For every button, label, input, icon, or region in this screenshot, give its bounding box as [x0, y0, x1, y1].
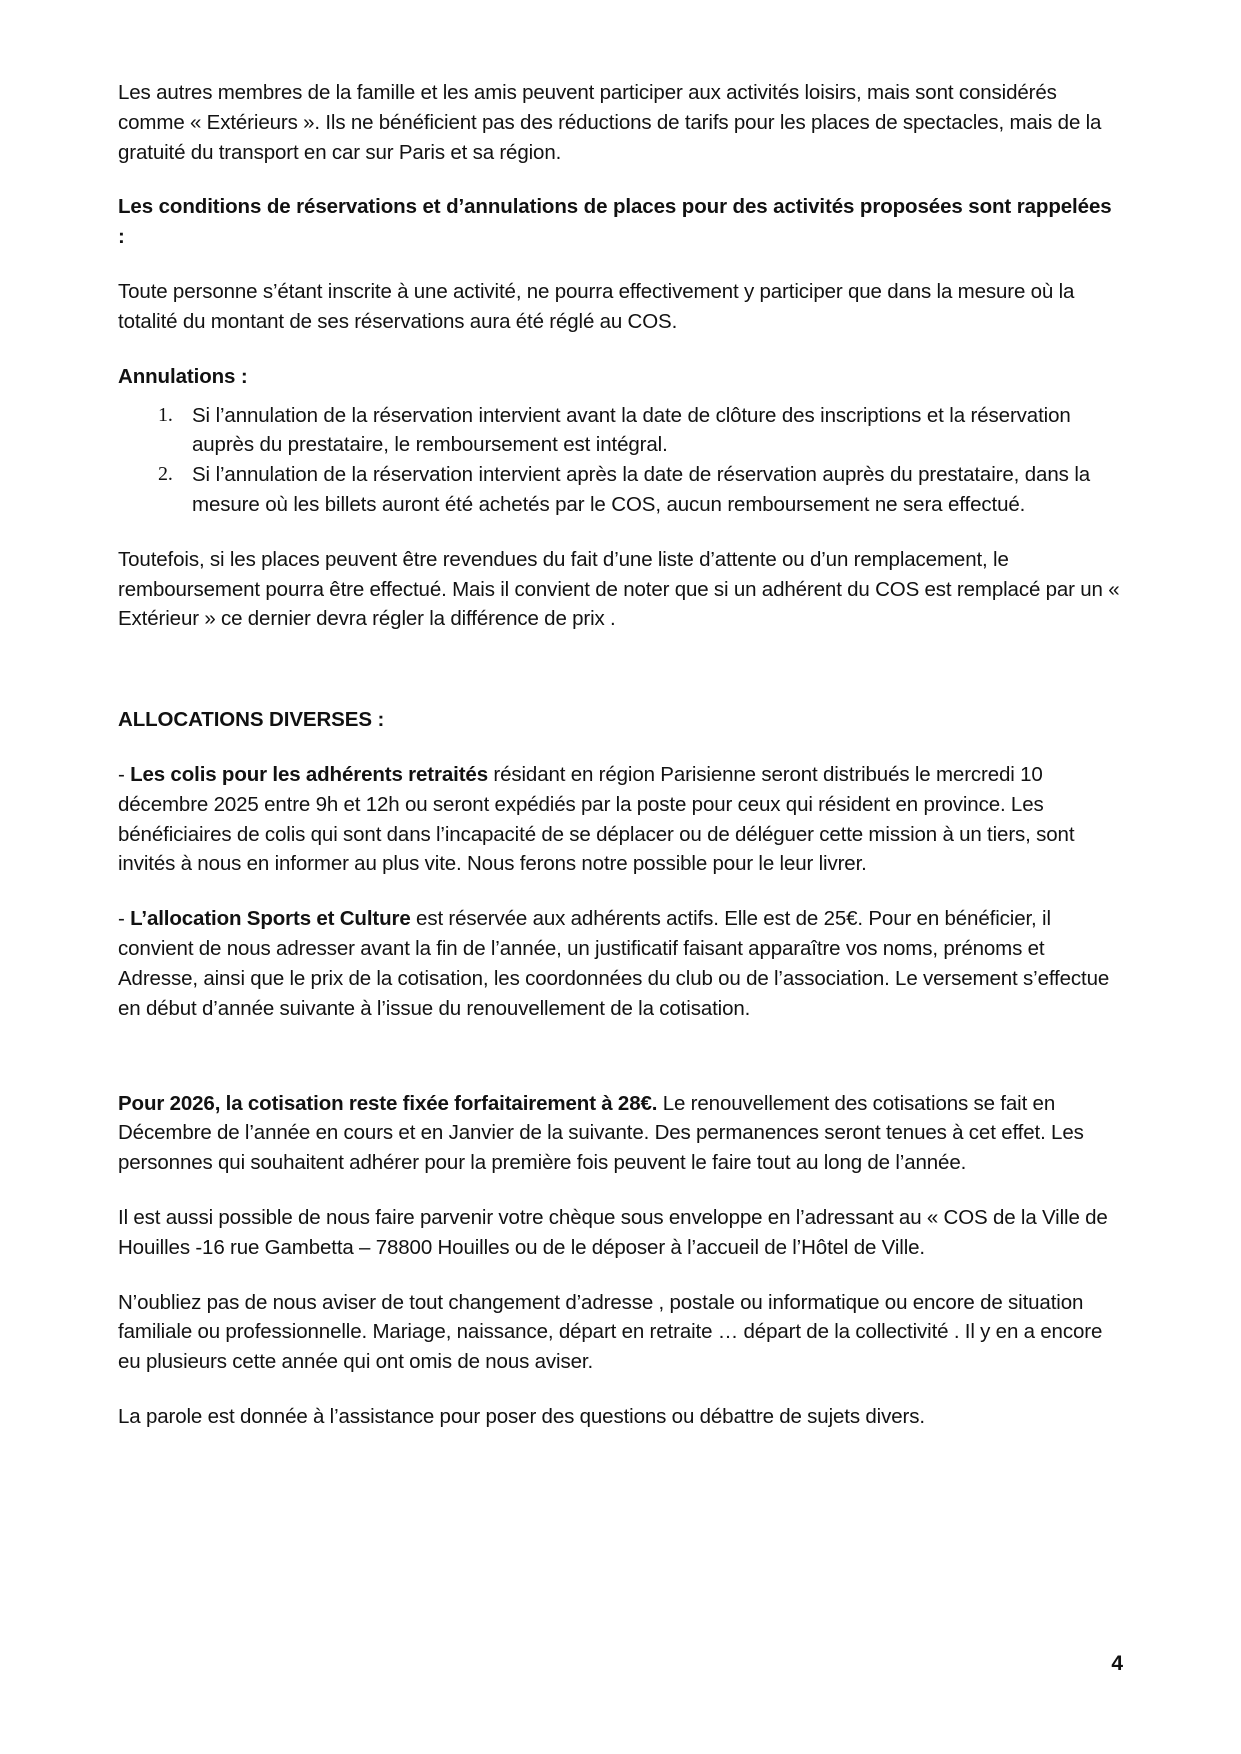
- colis-body: résidant en région Parisienne seront distribués le mercredi 10 décembre 2025 entre 9h et 12h ou seront expédiés par la poste pour ceux qui résident en province. Les bénéficiaires de colis qui sont dans l’incapacité de se déplacer ou de déléguer cette mission à un tiers, sont invités à nous en informer au plus vite. Nous ferons notre possible pour le leur livrer.: [118, 763, 1075, 876]
- list-item-text: Si l’annulation de la réservation intervient avant la date de clôture des inscriptions et la réservation auprès du prestataire, le remboursement est intégral.: [192, 403, 1071, 457]
- heading-annulations: Annulations :: [118, 364, 248, 388]
- spacer: [118, 744, 1123, 760]
- paragraph-parole-assistance: La parole est donnée à l’assistance pour poser des questions ou débattre de sujets divers.: [118, 1405, 925, 1428]
- sports-body: est réservée aux adhérents actifs. Elle est de 25€. Pour en bénéficier, il convient de nous adresser avant la fin de l’année, un justificatif faisant apparaître vos noms, prénoms et Adresse, ainsi que le prix de la cotisation, les coordonnées du club ou de l’association. Le versement s’effectue en début d’année suivante à l’issue du renouvellement de la cotisation.: [118, 907, 1110, 1020]
- paragraph-colis-retraites: [118, 760, 1123, 879]
- spacer: [118, 1187, 1123, 1203]
- colis-dash: -: [118, 763, 131, 786]
- list-item: [192, 460, 1123, 520]
- annulations-list: [118, 401, 1123, 520]
- spacer: [118, 1033, 1123, 1089]
- heading-conditions-reservations: Les conditions de réservations et d’annulations de places pour des activités proposées sont rappelées :: [118, 195, 1112, 249]
- spacer: [118, 1386, 1123, 1402]
- cotisation-bold-lead: Pour 2026, la cotisation reste fixée forfaitairement à 28€.: [118, 1091, 658, 1115]
- sports-bold-lead: L’allocation Sports et Culture: [130, 907, 411, 931]
- colis-bold-lead: Les colis pour les adhérents retraités: [130, 763, 488, 786]
- spacer: [118, 529, 1123, 545]
- paragraph-exterieurs: Les autres membres de la famille et les amis peuvent participer aux activités loisirs, mais sont considérés comme « Extérieurs ». Ils ne bénéficient pas des réductions de tarifs pour les places de spectacles, mais de la gratuité du transport en car sur Paris et sa région.: [118, 81, 1102, 164]
- page-number: 4: [1111, 1652, 1123, 1675]
- page-content: [118, 78, 1123, 1432]
- list-item-text: Si l’annulation de la réservation intervient après la date de réservation auprès du prestataire, dans la mesure où les billets auront été achetés par le COS, aucun remboursement ne sera effectué.: [192, 463, 1091, 516]
- spacer: [118, 888, 1123, 904]
- spacer: [118, 1272, 1123, 1288]
- paragraph-changement-adresse: N’oubliez pas de nous aviser de tout changement d’adresse , postale ou informatique ou encore de situation familiale ou professionnelle. Mariage, naissance, départ en retraite … départ de la collectivité . Il y en a encore eu plusieurs cette année qui ont omis de nous aviser.: [118, 1290, 1103, 1374]
- list-item: [192, 401, 1123, 461]
- paragraph-allocation-sports-culture: [118, 904, 1123, 1023]
- spacer: [118, 176, 1123, 192]
- paragraph-toutefois: Toutefois, si les places peuvent être revendues du fait d’une liste d’attente ou d’un remplacement, le remboursement pourra être effectué. Mais il convient de noter que si un adhérent du COS est remplacé par un « Extérieur » ce dernier devra régler la différence de prix .: [118, 547, 1120, 631]
- heading-allocations-diverses: ALLOCATIONS DIVERSES :: [118, 708, 385, 732]
- cotisation-body: Le renouvellement des cotisations se fait en Décembre de l’année en cours et en Janvier de la suivante. Des permanences seront tenues à cet effet. Les personnes qui souhaitent adhérer pour la première fois peuvent le faire tout au long de l’année.: [118, 1091, 1084, 1175]
- paragraph-cheque-adresse: Il est aussi possible de nous faire parvenir votre chèque sous enveloppe en l’adressant au « COS de la Ville de Houilles -16 rue Gambetta – 78800 Houilles ou de le déposer à l’accueil de l’Hôtel de Ville.: [118, 1205, 1108, 1259]
- spacer: [118, 643, 1123, 705]
- sports-dash: -: [118, 907, 131, 931]
- paragraph-cotisation-2026: [118, 1089, 1123, 1178]
- spacer: [118, 346, 1123, 362]
- paragraph-toute-personne: Toute personne s’étant inscrite à une activité, ne pourra effectivement y participer que dans la mesure où la totalité du montant de ses réservations aura été réglé au COS.: [118, 280, 1075, 333]
- spacer: [118, 261, 1123, 277]
